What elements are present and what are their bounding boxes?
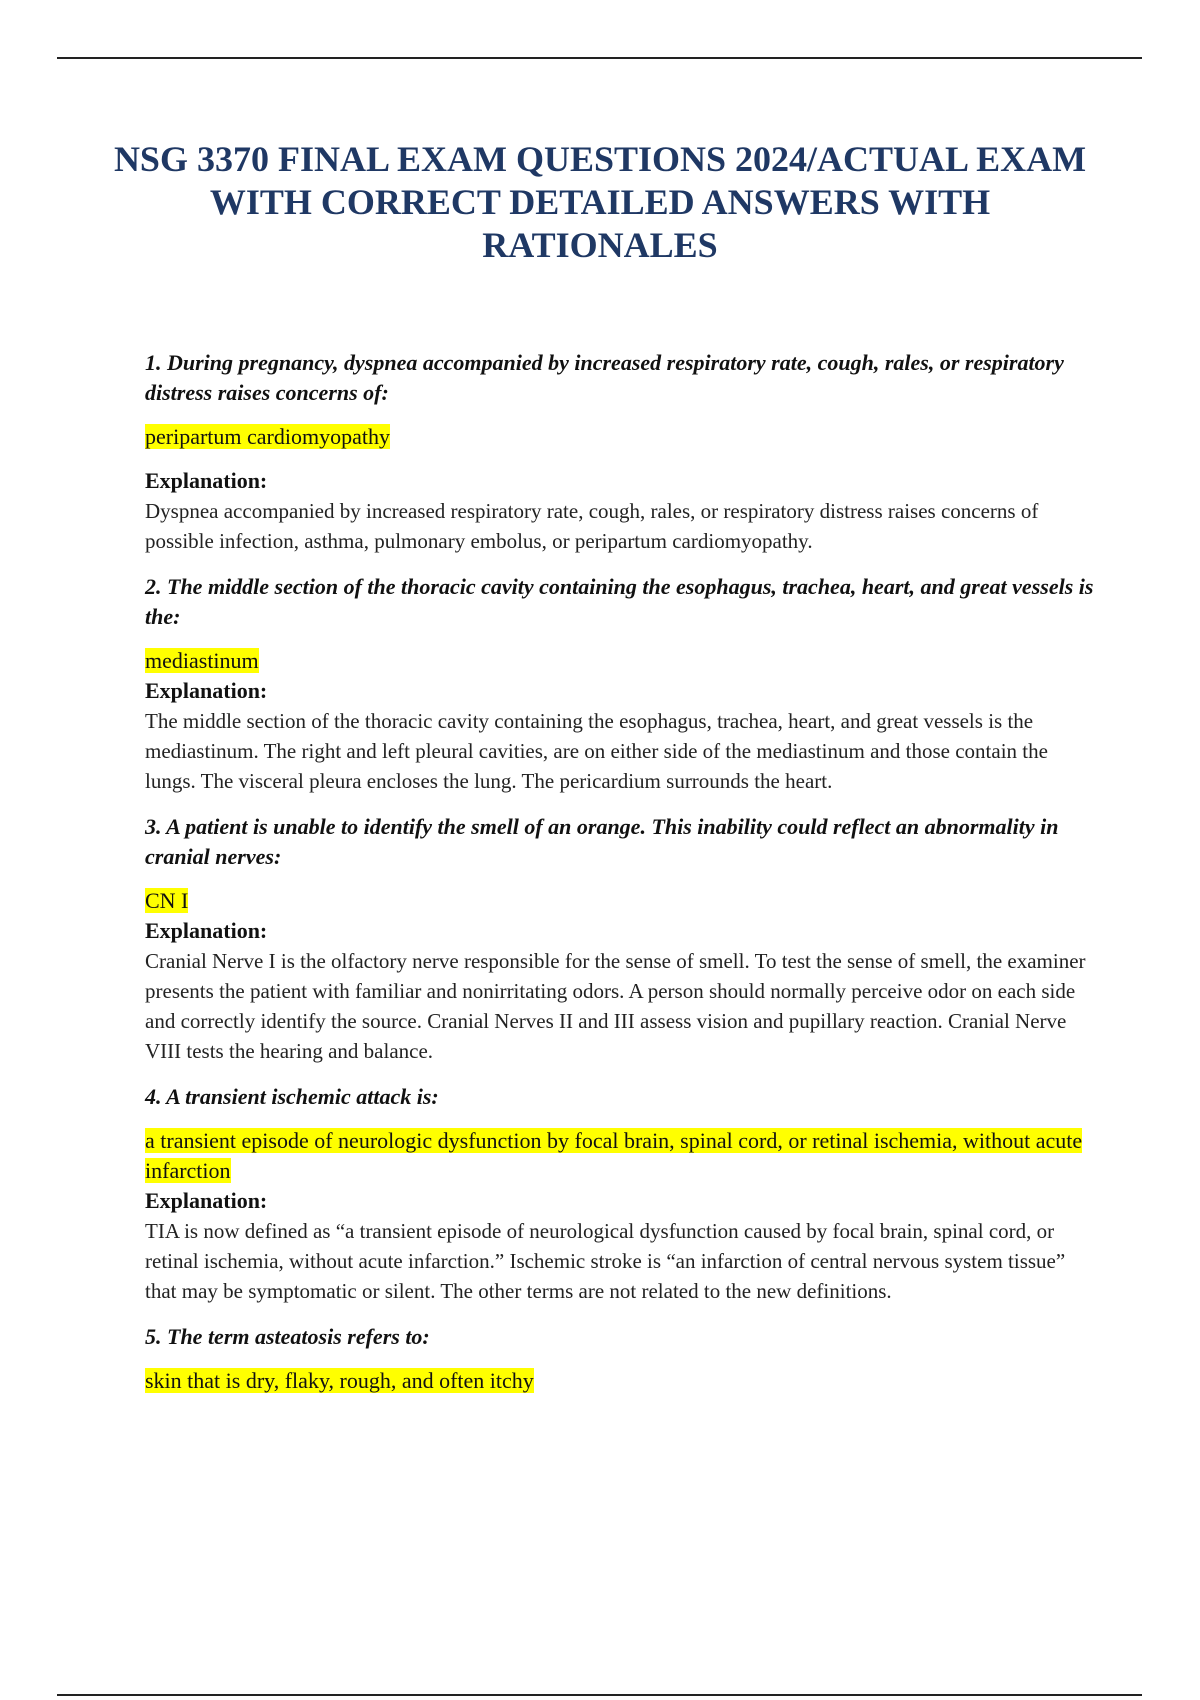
answer-highlight: skin that is dry, flaky, rough, and often itchy (145, 1368, 534, 1393)
explanation-label: Explanation: (145, 918, 268, 943)
answer-text (145, 1126, 1095, 1186)
answer-highlight: CN I (145, 888, 189, 913)
question-text: 5. The term asteatosis refers to: (145, 1324, 430, 1349)
question-text: 4. A transient ischemic attack is: (145, 1084, 439, 1109)
explanation-text: Dyspnea accompanied by increased respiratory rate, cough, rales, or respiratory distress raises concerns of possible infection, asthma, pulmonary embolus, or peripartum cardiomyopathy. (145, 499, 1039, 553)
explanation-label: Explanation: (145, 678, 268, 703)
answer-highlight: mediastinum (145, 648, 259, 673)
explanation-text: TIA is now defined as “a transient episode of neurological dysfunction caused by focal brain, spinal cord, or retinal ischemia, without acute infarction.” Ischemic stroke is “an infarction of central nervous system tissue” that may be symptomatic or silent. The other terms are not related to the new definitions. (145, 1219, 1066, 1303)
explanation-text: Cranial Nerve I is the olfactory nerve responsible for the sense of smell. To test the sense of smell, the examiner presents the patient with familiar and nonirritating odors. A person should normally perceive odor on each side and correctly identify the source. Cranial Nerves II and III assess vision and pupillary reaction. Cranial Nerve VIII tests the hearing and balance. (145, 949, 1086, 1063)
question-item-5 (145, 1322, 1095, 1396)
question-item-4 (145, 1082, 1095, 1306)
answer-highlight: peripartum cardiomyopathy (145, 424, 390, 449)
question-item-1 (145, 348, 1095, 556)
question-text: 1. During pregnancy, dyspnea accompanied by increased respiratory rate, cough, rales, or respiratory distress raises concerns of: (145, 350, 1064, 405)
answer-text (145, 422, 1095, 452)
explanation-label: Explanation: (145, 1188, 268, 1213)
question-text: 3. A patient is unable to identify the smell of an orange. This inability could reflect an abnormality in cranial nerves: (145, 814, 1059, 869)
answer-highlight: a transient episode of neurologic dysfunction by focal brain, spinal cord, or retinal ischemia, without acute infarction (145, 1128, 1083, 1183)
bottom-rule (57, 1694, 1142, 1696)
answer-text (145, 646, 1095, 676)
top-rule (57, 57, 1142, 59)
explanation-label: Explanation: (145, 468, 268, 493)
question-text: 2. The middle section of the thoracic cavity containing the esophagus, trachea, heart, and great vessels is the: (145, 574, 1094, 629)
explanation-text: The middle section of the thoracic cavity containing the esophagus, trachea, heart, and great vessels is the mediastinum. The right and left pleural cavities, are on either side of the mediastinum and those contain the lungs. The visceral pleura encloses the lung. The pericardium surrounds the heart. (145, 709, 1048, 793)
document-title: NSG 3370 FINAL EXAM QUESTIONS 2024/ACTUAL EXAM WITH CORRECT DETAILED ANSWERS WITH RATIONALES (113, 139, 1087, 265)
question-item-2 (145, 572, 1095, 796)
answer-text (145, 886, 1095, 916)
question-item-3 (145, 812, 1095, 1066)
answer-text (145, 1366, 1095, 1396)
question-list (145, 348, 1095, 1396)
